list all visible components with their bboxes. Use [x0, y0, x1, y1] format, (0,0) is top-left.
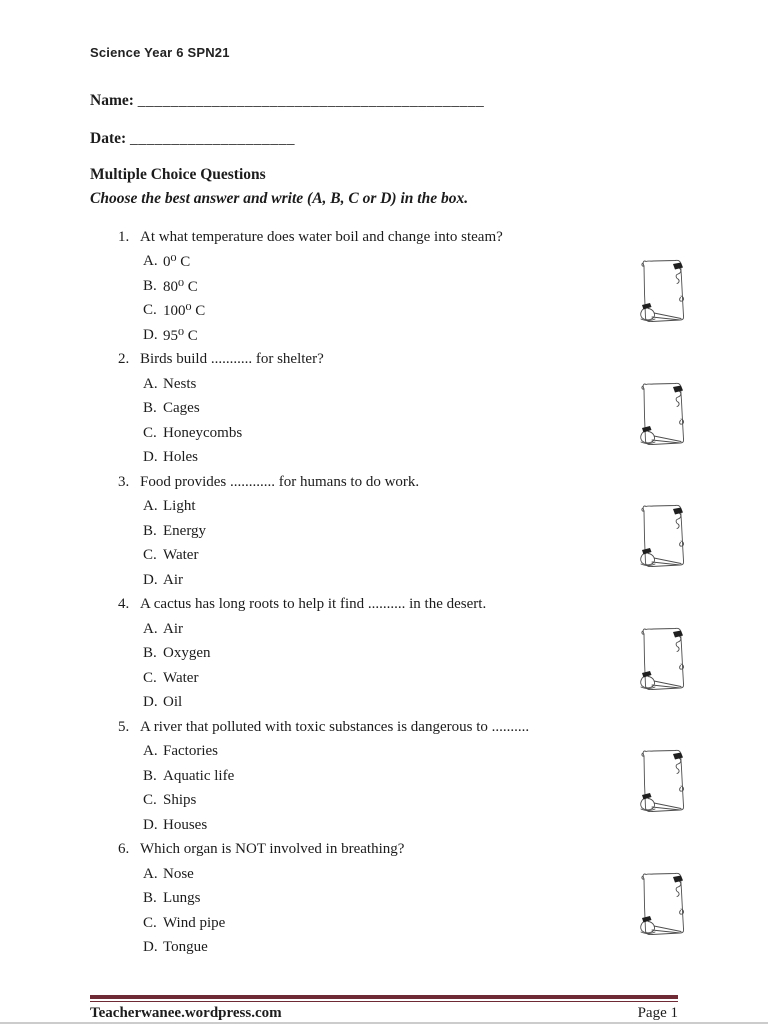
quill-icon — [652, 436, 681, 443]
answer-option — [90, 519, 720, 544]
question-text: A river that polluted with toxic substances is dangerous to .......... — [140, 718, 530, 735]
answer-option — [90, 372, 720, 397]
option-text: 100⁰ C — [163, 303, 206, 320]
options-list — [90, 862, 720, 960]
option-letter: C. — [143, 792, 157, 809]
scroll-ornament — [642, 630, 683, 677]
answer-option — [90, 887, 720, 912]
name-label: Name: — [90, 92, 134, 109]
options-list — [90, 740, 720, 838]
answer-box — [635, 871, 693, 941]
option-letter: C. — [143, 669, 157, 686]
option-letter: D. — [143, 449, 158, 466]
options-list — [90, 250, 720, 348]
answer-option — [90, 250, 720, 275]
question-number: 6. — [118, 841, 130, 858]
scroll-ornament — [642, 875, 683, 922]
date-row — [90, 130, 295, 148]
question-text: At what temperature does water boil and change into steam? — [140, 228, 503, 245]
date-label: Date: — [90, 130, 127, 147]
option-letter: B. — [143, 645, 157, 662]
option-letter: A. — [143, 498, 158, 515]
answer-option — [90, 813, 720, 838]
name-row — [90, 92, 484, 110]
options-list — [90, 617, 720, 715]
questions-list — [90, 225, 720, 960]
question-text: Birds build ........... for shelter? — [140, 351, 324, 368]
option-letter: D. — [143, 939, 158, 956]
option-letter: C. — [143, 914, 157, 931]
option-letter: A. — [143, 620, 158, 637]
option-letter: B. — [143, 277, 157, 294]
option-text: Water — [163, 547, 199, 564]
ink-pot-icon — [641, 676, 655, 689]
quill-icon — [652, 558, 681, 565]
answer-box — [635, 748, 693, 818]
scroll-ornament — [642, 508, 683, 555]
option-text: Cages — [163, 400, 200, 417]
question-line — [90, 470, 720, 495]
question-row — [90, 225, 720, 348]
answer-option — [90, 642, 720, 667]
scroll-outline — [642, 873, 684, 934]
answer-option — [90, 691, 720, 716]
ink-pot-icon — [641, 431, 655, 444]
option-text: Wind pipe — [163, 914, 226, 931]
footer — [90, 1005, 678, 1022]
option-text: Oil — [163, 694, 183, 711]
scroll-ornament — [642, 385, 683, 432]
question-number: 3. — [118, 473, 130, 490]
answer-option — [90, 323, 720, 348]
quill-icon — [652, 681, 681, 688]
answer-option — [90, 421, 720, 446]
question-row — [90, 838, 720, 961]
option-text: Light — [163, 498, 196, 515]
question-line — [90, 593, 720, 618]
option-text: Nests — [163, 375, 197, 392]
answer-option — [90, 397, 720, 422]
answer-option — [90, 544, 720, 569]
quill-icon — [652, 926, 681, 933]
answer-option — [90, 936, 720, 961]
option-letter: A. — [143, 253, 158, 270]
option-letter: C. — [143, 547, 157, 564]
option-letter: C. — [143, 302, 157, 319]
scroll-ornament — [642, 753, 683, 800]
section-instructions: Choose the best answer and write (A, B, C or D) in the box. — [90, 190, 469, 207]
name-blank-line: __________________________________________ — [137, 92, 485, 109]
ink-pot-icon — [641, 921, 655, 934]
question-number: 2. — [118, 351, 130, 368]
option-text: Air — [163, 571, 183, 588]
options-list — [90, 372, 720, 470]
footer-rule — [90, 995, 678, 1002]
answer-option — [90, 299, 720, 324]
question-number: 5. — [118, 718, 130, 735]
scroll-outline — [642, 750, 684, 811]
option-letter: D. — [143, 694, 158, 711]
quill-icon — [652, 313, 681, 320]
option-text: Water — [163, 669, 199, 686]
question-line — [90, 225, 720, 250]
answer-option — [90, 495, 720, 520]
option-text: Lungs — [163, 890, 201, 907]
question-row — [90, 715, 720, 838]
scroll-outline — [642, 505, 684, 566]
option-letter: A. — [143, 865, 158, 882]
answer-option — [90, 764, 720, 789]
option-letter: B. — [143, 767, 157, 784]
option-text: 95⁰ C — [163, 327, 198, 344]
option-letter: D. — [143, 571, 158, 588]
answer-option — [90, 911, 720, 936]
question-text: A cactus has long roots to help it find .......... in the desert. — [140, 596, 487, 613]
ink-pot-icon — [641, 308, 655, 321]
option-text: Aquatic life — [163, 767, 235, 784]
quill-icon — [652, 803, 681, 810]
answer-option — [90, 666, 720, 691]
option-text: Tongue — [163, 939, 208, 956]
answer-option — [90, 617, 720, 642]
question-line — [90, 348, 720, 373]
options-list — [90, 495, 720, 593]
answer-option — [90, 274, 720, 299]
answer-box — [635, 503, 693, 573]
footer-site-text: Teacherwanee.wordpress.com — [90, 1005, 282, 1021]
answer-option — [90, 862, 720, 887]
option-text: Nose — [163, 865, 194, 882]
question-row — [90, 470, 720, 593]
course-label: Science Year 6 SPN21 — [90, 45, 230, 60]
page-number: Page 1 — [637, 1005, 678, 1021]
option-text: Factories — [163, 743, 218, 760]
question-row — [90, 348, 720, 471]
option-text: 0⁰ C — [163, 254, 191, 271]
answer-box — [635, 258, 693, 328]
scroll-ornament — [642, 263, 683, 310]
scroll-outline — [642, 260, 684, 321]
question-line — [90, 715, 720, 740]
answer-option — [90, 740, 720, 765]
option-letter: D. — [143, 816, 158, 833]
option-text: Oxygen — [163, 645, 211, 662]
answer-option — [90, 446, 720, 471]
question-number: 1. — [118, 228, 130, 245]
option-text: Energy — [163, 522, 207, 539]
question-line — [90, 838, 720, 863]
question-text: Food provides ............ for humans to do work. — [140, 473, 420, 490]
question-row — [90, 593, 720, 716]
section-title: Multiple Choice Questions — [90, 166, 266, 183]
option-text: Houses — [163, 816, 208, 833]
option-letter: B. — [143, 522, 157, 539]
option-text: Air — [163, 620, 183, 637]
option-text: Holes — [163, 449, 198, 466]
ink-pot-icon — [641, 553, 655, 566]
ink-pot-icon — [641, 798, 655, 811]
option-letter: B. — [143, 890, 157, 907]
answer-box — [635, 381, 693, 451]
answer-box — [635, 626, 693, 696]
option-letter: A. — [143, 743, 158, 760]
date-blank-line: ____________________ — [130, 130, 296, 147]
option-letter: C. — [143, 424, 157, 441]
question-number: 4. — [118, 596, 130, 613]
scroll-outline — [642, 383, 684, 444]
answer-option — [90, 789, 720, 814]
option-text: Honeycombs — [163, 424, 243, 441]
scroll-outline — [642, 628, 684, 689]
option-letter: B. — [143, 400, 157, 417]
option-text: 80⁰ C — [163, 278, 198, 295]
option-letter: A. — [143, 375, 158, 392]
option-text: Ships — [163, 792, 197, 809]
question-text: Which organ is NOT involved in breathing? — [140, 841, 405, 858]
answer-option — [90, 568, 720, 593]
option-letter: D. — [143, 326, 158, 343]
